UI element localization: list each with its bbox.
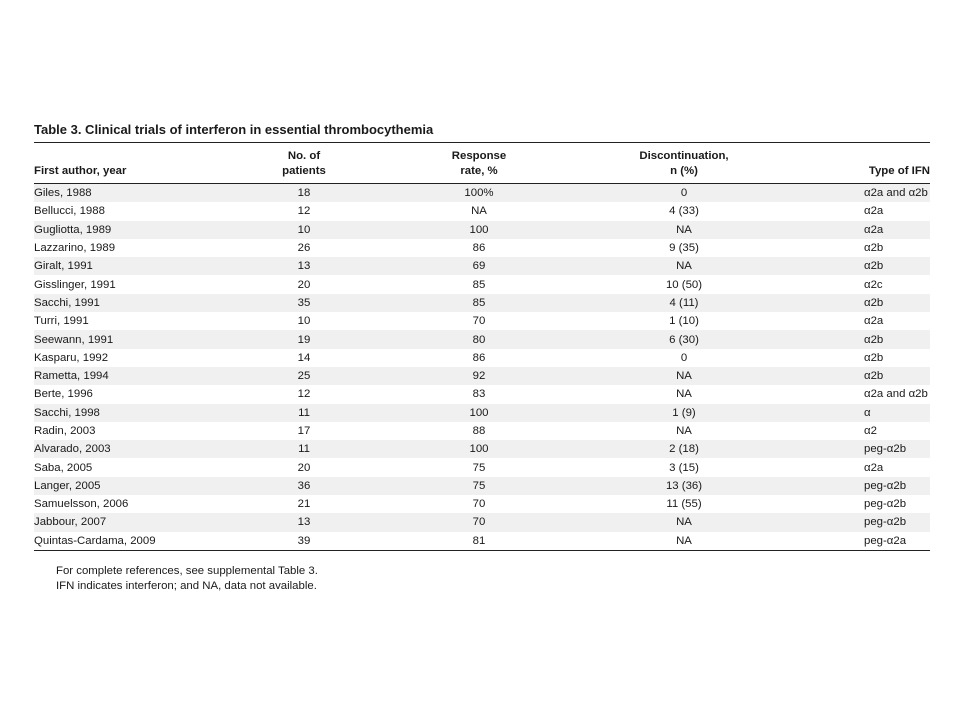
header-response: Response rate, %: [394, 143, 564, 184]
table-container: [34, 121, 930, 594]
cell-response: 86: [472, 351, 486, 364]
cell-type: [804, 532, 930, 551]
header-author: First author, year: [34, 143, 214, 184]
cell-type: [804, 257, 930, 275]
cell-type: [804, 312, 930, 330]
cell-patients: 26: [297, 242, 311, 255]
cell-type: [804, 422, 930, 440]
cell-patients: 13: [214, 513, 394, 531]
cell-author: Bellucci, 1988: [34, 205, 105, 218]
cell-patients: 11: [214, 404, 394, 422]
table-row: [34, 294, 930, 312]
cell-patients: 10: [297, 315, 311, 328]
cell-type: [804, 495, 930, 513]
cell-response: 100: [394, 404, 564, 422]
cell-discontinuation: 1 (10): [669, 315, 699, 328]
cell-response: 81: [394, 532, 564, 551]
cell-discontinuation: NA: [564, 513, 804, 531]
table-row: [34, 440, 930, 458]
cell-patients: 10: [214, 221, 394, 239]
cell-response: 100%: [394, 184, 564, 203]
cell-discontinuation: 0: [680, 351, 688, 364]
table-row: [34, 275, 930, 293]
table-row: [34, 385, 930, 403]
table-row: [34, 349, 930, 367]
cell-author: Kasparu, 1992: [34, 351, 109, 364]
cell-response: 69: [394, 257, 564, 275]
cell-type: [804, 184, 930, 203]
ifn-type-label: α2b: [864, 370, 884, 383]
header-discontinuation: Discontinuation, n (%): [564, 143, 804, 184]
ifn-type-label: α2a: [864, 223, 884, 236]
footnote: IFN indicates interferon; and NA, data not available.: [56, 579, 317, 592]
table-row: [34, 239, 930, 257]
cell-type: [804, 367, 930, 385]
table-body: [34, 184, 930, 551]
header-type: Type of IFN: [804, 143, 930, 184]
table-row: [34, 513, 930, 531]
cell-response: 100: [394, 440, 564, 458]
cell-discontinuation: 13 (36): [564, 477, 804, 495]
cell-type: [804, 477, 930, 495]
cell-response: 92: [394, 367, 564, 385]
cell-response: 85: [394, 294, 564, 312]
ifn-type-label: α2a and α2b: [864, 187, 928, 200]
cell-response: 80: [394, 330, 564, 348]
footnote: For complete references, see supplemental Table 3.: [56, 564, 318, 577]
cell-discontinuation: NA: [564, 221, 804, 239]
cell-patients: 21: [297, 498, 311, 511]
cell-discontinuation: 9 (35): [669, 242, 699, 255]
table-row: [34, 422, 930, 440]
ifn-type-label: peg-α2b: [864, 498, 907, 511]
table-title: Table 3. Clinical trials of interferon in essential thrombocythemia: [34, 121, 930, 143]
cell-type: [804, 349, 930, 367]
cell-patients: 13: [214, 257, 394, 275]
cell-discontinuation: 1 (9): [564, 404, 804, 422]
cell-author: Langer, 2005: [34, 477, 214, 495]
ifn-type-label: α2a and α2b: [864, 388, 928, 401]
cell-type: [804, 239, 930, 257]
cell-author: Giles, 1988: [34, 184, 214, 203]
cell-patients: 11: [214, 440, 394, 458]
cell-type: [804, 440, 930, 458]
cell-author: Gugliotta, 1989: [34, 221, 214, 239]
cell-type: [804, 202, 930, 220]
trials-table: [34, 143, 930, 551]
table-row: [34, 367, 930, 385]
cell-patients: 36: [214, 477, 394, 495]
table-row: [34, 257, 930, 275]
cell-author: Saba, 2005: [34, 461, 93, 474]
ifn-type-label: α2a: [864, 315, 884, 328]
cell-discontinuation: 11 (55): [666, 498, 702, 511]
cell-discontinuation: NA: [676, 425, 692, 437]
cell-author: Lazzarino, 1989: [34, 242, 116, 255]
cell-discontinuation: 0: [564, 184, 804, 203]
cell-discontinuation: 4 (33): [669, 205, 699, 218]
cell-author: Seewann, 1991: [34, 330, 214, 348]
ifn-type-label: α2b: [864, 260, 884, 273]
cell-author: Samuelsson, 2006: [34, 498, 129, 511]
cell-response: 75: [472, 461, 486, 474]
cell-type: [804, 458, 930, 476]
table-row: [34, 221, 930, 239]
cell-author: Rametta, 1994: [34, 367, 214, 385]
table-row: [34, 312, 930, 330]
cell-response: 70: [472, 315, 486, 328]
table-row: [34, 532, 930, 551]
cell-type: [804, 294, 930, 312]
cell-patients: 17: [297, 425, 311, 437]
cell-author: Sacchi, 1991: [34, 294, 214, 312]
header-row: [34, 143, 930, 184]
cell-discontinuation: 4 (11): [564, 294, 804, 312]
cell-patients: 12: [297, 388, 311, 401]
cell-discontinuation: 2 (18): [564, 440, 804, 458]
cell-response: 75: [394, 477, 564, 495]
cell-response: 100: [394, 221, 564, 239]
cell-discontinuation: 6 (30): [564, 330, 804, 348]
ifn-type-label: α2c: [864, 278, 883, 291]
cell-response: 70: [472, 498, 486, 511]
cell-patients: 39: [214, 532, 394, 551]
ifn-type-label: peg-α2a: [864, 534, 907, 547]
cell-discontinuation: NA: [676, 388, 692, 401]
ifn-type-label: α2a: [864, 205, 884, 218]
cell-author: Berte, 1996: [34, 388, 93, 401]
table-row: [34, 495, 930, 513]
table-row: [34, 477, 930, 495]
cell-discontinuation: 3 (15): [669, 461, 699, 474]
cell-author: Radin, 2003: [34, 425, 96, 437]
footnotes: [34, 564, 930, 594]
cell-type: [804, 385, 930, 403]
cell-author: Quintas-Cardama, 2009: [34, 532, 214, 551]
cell-response: 86: [472, 242, 486, 255]
cell-response: 88: [472, 425, 486, 437]
cell-author: Giralt, 1991: [34, 257, 214, 275]
ifn-type-label: α: [864, 406, 871, 419]
cell-response: 83: [472, 388, 486, 401]
table-row: [34, 404, 930, 422]
ifn-type-label: α2b: [864, 296, 884, 309]
cell-author: Alvarado, 2003: [34, 440, 214, 458]
cell-discontinuation: NA: [564, 367, 804, 385]
header-patients: No. of patients: [214, 143, 394, 184]
cell-patients: 19: [214, 330, 394, 348]
ifn-type-label: α2: [864, 425, 877, 437]
ifn-type-label: α2b: [864, 242, 884, 255]
cell-discontinuation: 10 (50): [665, 278, 703, 291]
ifn-type-label: peg-α2b: [864, 443, 907, 456]
cell-patients: 25: [214, 367, 394, 385]
cell-patients: 20: [297, 461, 311, 474]
cell-type: [804, 221, 930, 239]
cell-type: [804, 275, 930, 293]
table-row: [34, 458, 930, 476]
ifn-type-label: α2b: [864, 351, 884, 364]
cell-patients: 35: [214, 294, 394, 312]
cell-response: NA: [471, 205, 487, 218]
cell-patients: 14: [297, 351, 311, 364]
cell-patients: 18: [214, 184, 394, 203]
cell-response: 70: [394, 513, 564, 531]
cell-patients: 12: [297, 205, 311, 218]
cell-response: 85: [472, 278, 486, 291]
cell-discontinuation: NA: [564, 532, 804, 551]
cell-type: [804, 513, 930, 531]
cell-type: [804, 404, 930, 422]
cell-author: Jabbour, 2007: [34, 513, 214, 531]
ifn-type-label: α2a: [864, 461, 884, 474]
cell-author: Sacchi, 1998: [34, 404, 214, 422]
ifn-type-label: α2b: [864, 333, 884, 346]
table-row: [34, 330, 930, 348]
ifn-type-label: peg-α2b: [864, 516, 907, 529]
cell-patients: 20: [297, 278, 311, 291]
table-row: [34, 202, 930, 220]
cell-author: Gisslinger, 1991: [34, 278, 116, 291]
cell-discontinuation: NA: [564, 257, 804, 275]
ifn-type-label: peg-α2b: [864, 479, 907, 492]
cell-author: Turri, 1991: [34, 315, 89, 328]
table-row: [34, 184, 930, 203]
cell-type: [804, 330, 930, 348]
